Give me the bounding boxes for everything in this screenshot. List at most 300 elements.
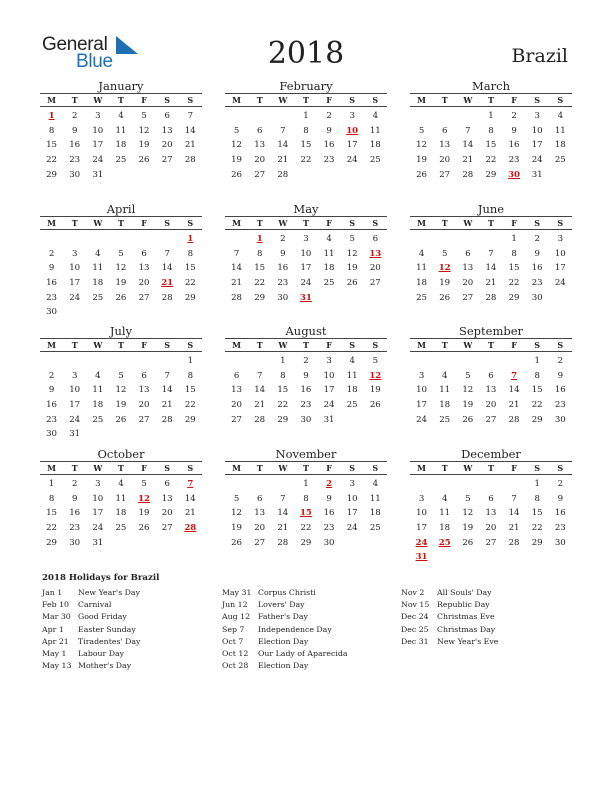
holiday-name: Carnival [78, 600, 112, 610]
day: 25 [346, 400, 358, 411]
holiday-item [222, 587, 402, 599]
day: 15 [277, 385, 289, 396]
day: 28 [254, 414, 266, 425]
day: 19 [115, 278, 127, 289]
month-rule [40, 106, 202, 107]
weekday-header: T [256, 340, 263, 350]
holiday-day: 12 [438, 263, 451, 274]
weekday-header: T [71, 463, 78, 473]
day: 23 [277, 278, 289, 289]
holiday-item [401, 636, 581, 648]
day: 27 [485, 537, 497, 548]
day: 19 [416, 155, 428, 166]
day: 12 [416, 140, 428, 151]
day: 28 [184, 155, 196, 166]
holiday-day: 25 [438, 537, 451, 548]
holiday-item [401, 624, 581, 636]
day: 24 [69, 292, 81, 303]
month-name: October [97, 447, 145, 461]
day: 28 [485, 292, 497, 303]
holiday-date: Nov 15 [401, 600, 430, 610]
weekday-header: T [71, 218, 78, 228]
weekday-header: M [417, 95, 426, 105]
day: 11 [369, 125, 381, 136]
holiday-name: Our Lady of Aparecida [258, 648, 348, 658]
day: 15 [46, 508, 58, 519]
day: 15 [254, 263, 266, 274]
day: 30 [323, 537, 335, 548]
empty-day [225, 477, 248, 492]
holiday-date: Sep 7 [222, 624, 245, 634]
empty-day [133, 354, 156, 369]
day: 16 [323, 508, 335, 519]
day: 10 [416, 508, 428, 519]
weekday-header: S [164, 218, 171, 228]
day: 3 [557, 234, 564, 244]
day: 8 [48, 125, 55, 136]
day: 11 [439, 508, 451, 519]
day: 30 [46, 429, 58, 440]
day: 9 [534, 248, 540, 259]
day: 26 [231, 537, 243, 548]
day: 25 [439, 414, 451, 425]
weekday-header: T [117, 95, 124, 105]
day: 1 [511, 234, 517, 244]
day: 14 [277, 140, 289, 151]
day: 4 [118, 479, 124, 489]
holiday-name: Christmas Eve [437, 612, 495, 622]
day: 20 [161, 508, 173, 519]
day: 24 [300, 278, 312, 289]
day: 28 [508, 414, 520, 425]
empty-day [271, 109, 294, 124]
day: 25 [115, 523, 127, 534]
month-rule [225, 106, 387, 107]
weekday-header: T [302, 340, 309, 350]
holiday-name: Election Day [258, 636, 309, 646]
weekday-header: T [441, 218, 448, 228]
empty-day [40, 354, 63, 369]
empty-day [456, 109, 479, 124]
month-name: May [293, 202, 319, 216]
day: 11 [115, 493, 127, 504]
day: 10 [69, 385, 81, 396]
holiday-date: Mar 30 [42, 612, 71, 622]
day: 16 [69, 140, 81, 151]
day: 18 [369, 508, 381, 519]
weekday-header: W [278, 95, 288, 105]
holiday-column [42, 587, 222, 672]
empty-day [86, 232, 109, 247]
empty-day [503, 354, 526, 369]
holiday-item [222, 611, 402, 623]
weekday-header: T [441, 95, 448, 105]
day: 6 [488, 493, 494, 504]
day: 20 [138, 278, 150, 289]
holiday-name: Easter Sunday [78, 624, 136, 634]
day: 19 [231, 523, 243, 534]
day: 26 [138, 155, 150, 166]
holiday-name: New Year's Day [78, 588, 140, 597]
day: 15 [184, 263, 196, 274]
day: 13 [231, 385, 243, 396]
day: 19 [462, 523, 474, 534]
day: 21 [485, 278, 497, 289]
weekday-header: S [534, 463, 541, 473]
month-rule [225, 474, 387, 475]
holiday-name: Election Day [258, 661, 309, 671]
month-rule [40, 229, 202, 230]
month-september [410, 324, 572, 427]
day: 3 [95, 111, 101, 121]
day: 30 [69, 169, 81, 180]
day: 8 [303, 493, 309, 504]
weekday-header: S [187, 218, 194, 228]
day: 12 [462, 385, 474, 396]
weekday-header: S [349, 95, 356, 105]
holiday-item [222, 660, 402, 672]
day: 22 [531, 400, 543, 411]
weekday-header: F [511, 340, 517, 350]
day: 9 [326, 125, 332, 136]
holiday-day: 1 [256, 234, 263, 244]
month-name: March [472, 79, 510, 93]
day: 21 [161, 400, 173, 411]
day: 13 [462, 263, 474, 274]
day: 5 [465, 493, 471, 504]
empty-day [410, 232, 433, 247]
day: 17 [416, 523, 428, 534]
day: 9 [280, 248, 286, 259]
day: 5 [233, 125, 240, 136]
day: 15 [485, 140, 497, 151]
day: 27 [231, 414, 243, 425]
empty-day [86, 354, 109, 369]
day: 24 [323, 400, 335, 411]
weekday-header: T [441, 340, 448, 350]
weekday-header: W [278, 463, 288, 473]
day: 23 [300, 400, 312, 411]
day: 23 [46, 414, 58, 425]
holiday-name: Father's Day [258, 612, 308, 622]
weekday-header: T [487, 218, 494, 228]
day: 14 [254, 385, 266, 396]
weekday-header: T [117, 340, 124, 350]
month-name: July [109, 324, 133, 338]
day: 30 [69, 537, 81, 548]
month-april [40, 202, 202, 320]
holiday-name: Lovers' Day [258, 600, 305, 610]
day: 8 [187, 370, 194, 381]
holiday-day: 15 [299, 508, 312, 519]
day: 1 [187, 356, 194, 366]
month-name: January [98, 79, 144, 93]
weekday-header: S [349, 340, 356, 350]
day: 23 [323, 155, 335, 166]
day: 29 [485, 169, 497, 180]
day: 23 [508, 155, 520, 166]
weekday-header: S [372, 218, 379, 228]
day: 9 [303, 370, 309, 381]
day: 18 [554, 140, 566, 151]
holiday-day: 31 [299, 292, 312, 303]
weekday-header: M [232, 95, 241, 105]
day: 9 [48, 263, 55, 274]
day: 4 [372, 111, 379, 121]
weekday-header: F [511, 218, 517, 228]
weekday-header: M [47, 463, 56, 473]
day: 15 [531, 385, 543, 396]
day: 2 [303, 356, 309, 366]
day: 19 [115, 400, 127, 411]
day: 13 [254, 508, 266, 519]
weekday-header: F [511, 463, 517, 473]
day: 15 [46, 140, 58, 151]
day: 1 [303, 111, 309, 121]
day: 17 [323, 385, 335, 396]
weekday-header: S [349, 463, 356, 473]
day: 27 [485, 414, 497, 425]
day: 7 [256, 370, 263, 381]
weekday-header: M [232, 340, 241, 350]
weekday-header: M [417, 340, 426, 350]
weekday-header: M [232, 463, 241, 473]
day: 27 [369, 278, 381, 289]
month-name: September [458, 324, 524, 338]
day: 5 [465, 370, 471, 381]
holiday-date: Dec 25 [401, 624, 429, 634]
day: 5 [233, 493, 240, 504]
day: 19 [462, 400, 474, 411]
day: 27 [138, 414, 150, 425]
weekday-header: T [256, 463, 263, 473]
weekday-header: S [349, 218, 356, 228]
empty-day [63, 354, 86, 369]
day: 25 [92, 414, 104, 425]
day: 24 [416, 414, 428, 425]
day: 26 [346, 278, 358, 289]
day: 11 [369, 493, 381, 504]
day: 14 [508, 385, 520, 396]
day: 26 [416, 169, 428, 180]
day: 5 [372, 356, 379, 366]
weekday-header: S [534, 218, 541, 228]
day: 20 [485, 400, 497, 411]
day: 10 [323, 370, 335, 381]
holiday-item [42, 611, 222, 623]
day: 16 [69, 508, 81, 519]
day: 11 [554, 125, 566, 136]
day: 30 [300, 414, 312, 425]
day: 13 [254, 140, 266, 151]
day: 5 [118, 370, 124, 381]
month-august [225, 324, 387, 427]
day: 16 [508, 140, 520, 151]
day: 25 [554, 155, 566, 166]
day: 23 [554, 523, 566, 534]
day: 1 [488, 111, 494, 121]
day: 18 [346, 385, 358, 396]
empty-day [40, 232, 63, 247]
weekday-header: S [557, 340, 564, 350]
day: 19 [346, 263, 358, 274]
holiday-item [42, 636, 222, 648]
day: 26 [462, 414, 474, 425]
day: 9 [48, 385, 55, 396]
day: 27 [161, 523, 173, 534]
holiday-list [42, 572, 582, 671]
holiday-name: Christmas Day [437, 624, 496, 634]
weekday-header: S [557, 218, 564, 228]
day: 30 [46, 307, 58, 318]
day: 4 [418, 248, 425, 259]
day: 29 [531, 414, 543, 425]
day: 13 [161, 125, 173, 136]
day: 6 [256, 493, 263, 504]
day: 17 [300, 263, 312, 274]
day: 6 [441, 125, 448, 136]
day: 11 [115, 125, 127, 136]
month-may [225, 202, 387, 305]
month-july [40, 324, 202, 442]
day: 29 [46, 169, 58, 180]
day: 12 [231, 508, 243, 519]
day: 22 [46, 523, 58, 534]
day: 4 [441, 493, 448, 504]
day: 14 [462, 140, 474, 151]
holiday-day: 12 [138, 493, 151, 504]
empty-day [63, 232, 86, 247]
holiday-name: All Souls' Day [437, 588, 492, 597]
month-rule [410, 106, 572, 107]
day: 18 [323, 263, 335, 274]
day: 23 [46, 292, 58, 303]
day: 28 [462, 169, 474, 180]
day: 2 [71, 111, 78, 121]
empty-day [456, 477, 479, 492]
month-name: February [279, 79, 333, 93]
empty-day [248, 477, 271, 492]
day: 3 [534, 111, 540, 121]
holiday-date: Aug 12 [222, 612, 251, 622]
empty-day [410, 477, 433, 492]
day: 8 [256, 248, 263, 259]
holiday-item [42, 648, 222, 660]
holiday-date: Jan 1 [42, 588, 63, 597]
day: 18 [115, 140, 127, 151]
empty-day [433, 109, 456, 124]
day: 17 [92, 140, 104, 151]
day: 24 [346, 523, 358, 534]
weekday-header: W [278, 340, 288, 350]
holiday-date: Jun 12 [222, 600, 248, 610]
weekday-header: F [326, 218, 332, 228]
day: 27 [462, 292, 474, 303]
day: 3 [71, 370, 78, 381]
holiday-date: Feb 10 [42, 600, 69, 610]
day: 19 [138, 508, 150, 519]
weekday-header: S [557, 95, 564, 105]
day: 18 [115, 508, 127, 519]
day: 29 [277, 414, 289, 425]
weekday-header: S [164, 463, 171, 473]
day: 14 [161, 263, 173, 274]
day: 3 [418, 493, 425, 504]
holiday-name: Republic Day [437, 600, 490, 610]
day: 13 [161, 493, 173, 504]
day: 13 [138, 263, 150, 274]
month-name: August [285, 324, 327, 338]
day: 22 [184, 278, 196, 289]
day: 6 [141, 370, 147, 381]
month-january [40, 79, 202, 182]
weekday-header: W [463, 218, 473, 228]
month-rule [225, 351, 387, 352]
month-march [410, 79, 572, 182]
holiday-item [222, 636, 402, 648]
holiday-date: May 1 [42, 648, 67, 658]
holiday-name: Independence Day [258, 624, 332, 634]
holiday-date: Oct 12 [222, 648, 249, 658]
weekday-header: M [232, 218, 241, 228]
day: 18 [92, 400, 104, 411]
day: 4 [95, 370, 101, 381]
day: 18 [369, 140, 381, 151]
day: 24 [554, 278, 566, 289]
day: 29 [508, 292, 520, 303]
day: 25 [115, 155, 127, 166]
empty-day [271, 477, 294, 492]
day: 7 [465, 125, 471, 136]
day: 18 [439, 400, 451, 411]
month-rule [410, 229, 572, 230]
weekday-header: S [187, 463, 194, 473]
holiday-item [222, 648, 402, 660]
day: 4 [557, 111, 564, 121]
day: 24 [346, 155, 358, 166]
day: 8 [534, 493, 540, 504]
month-october [40, 447, 202, 550]
day: 15 [184, 385, 196, 396]
day: 27 [138, 292, 150, 303]
day: 16 [46, 278, 58, 289]
day: 4 [95, 248, 101, 259]
day: 24 [92, 523, 104, 534]
weekday-header: T [71, 95, 78, 105]
day: 11 [92, 263, 104, 274]
day: 22 [300, 523, 312, 534]
day: 2 [557, 479, 564, 489]
day: 15 [508, 263, 520, 274]
day: 7 [233, 248, 240, 259]
day: 28 [231, 292, 243, 303]
day: 20 [231, 400, 243, 411]
day: 6 [164, 111, 170, 121]
holiday-item [401, 599, 581, 611]
holiday-item [401, 611, 581, 623]
weekday-header: F [326, 95, 332, 105]
weekday-header: W [463, 463, 473, 473]
day: 25 [92, 292, 104, 303]
day: 6 [465, 248, 471, 259]
day: 29 [531, 537, 543, 548]
day: 14 [231, 263, 243, 274]
day: 28 [277, 537, 289, 548]
weekday-header: F [141, 218, 147, 228]
day: 6 [164, 479, 170, 489]
day: 20 [161, 140, 173, 151]
day: 1 [534, 356, 540, 366]
